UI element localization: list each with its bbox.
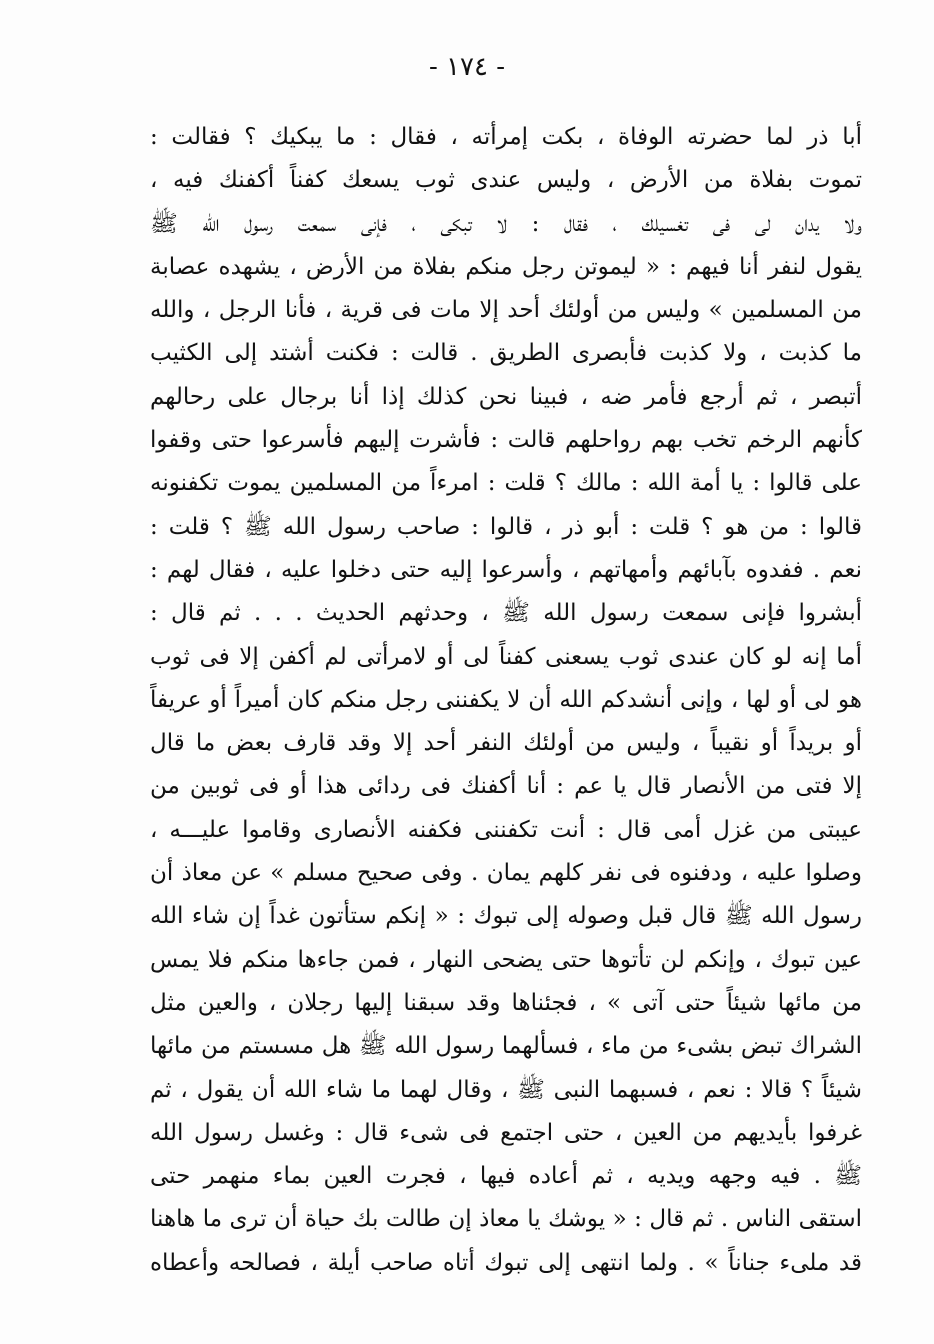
text-line: رسول الله ﷺ قال قبل وصوله إلى تبوك : « إنكم ستأتون غداً إن شاء الله <box>150 903 862 930</box>
text-line: ﷺ . فيه وجهه ويديه ، ثم أعاده فيها ، فجرت العين بماء منهمر حتى <box>150 1163 862 1190</box>
text-line: شيئاً ؟ قالا : نعم ، فسبهما النبى ﷺ ، وقال لهما ما شاء الله أن يقول ، ثم <box>150 1076 862 1103</box>
text-line: أتبصر ، ثم أرجع فأمر ضه ، فبينا نحن كذلك إذا أنا برجال على رحالهم <box>150 383 862 410</box>
text-line: الشراك تبض بشىء من ماء ، فسألهما رسول الله ﷺ هل مسستم من مائها <box>150 1033 862 1060</box>
text-line: استقى الناس . ثم قال : « يوشك يا معاذ إن طالت بك حياة أن ترى ما هاهنا <box>150 1206 862 1233</box>
text-line: ولا يدان لى فى تغسيلك ، فقال : لا تبكى ، فإنى سمعت رسول الله ﷺ <box>150 210 862 237</box>
text-line: نعم . ففدوه بآبائهم وأمهاتهم ، وأسرعوا إليه حتى دخلوا عليه ، فقال لهم : <box>150 556 862 583</box>
text-line: أبا ذر لما حضرته الوفاة ، بكت إمرأته ، فقال : ما يبكيك ؟ فقالت : <box>150 124 862 150</box>
text-line: عين تبوك ، وإنكم لن تأتوها حتى يضحى النهار ، فمن جاءها منكم فلا يمس <box>150 946 862 973</box>
text-line: قالوا : من هو ؟ قلت : أبو ذر ، قالوا : صاحب رسول الله ﷺ ؟ قلت : <box>150 513 862 540</box>
text-line: على قالوا : يا أمة الله : مالك ؟ قلت : امرءاً من المسلمين يموت تكفنونه <box>150 470 862 497</box>
text-line: قد ملىء جناناً » . ولما انتهى إلى تبوك أتاه صاحب أيلة ، فصالحه وأعطاه <box>150 1249 862 1276</box>
text-line: أما إنه لو كان عندى ثوب يسعنى كفناً لى أو لامرأتى لم أكفن إلا فى ثوب <box>150 643 862 670</box>
text-line: من المسلمين » وليس من أولئك أحد إلا مات فى قرية ، فأنا الرجل ، والله <box>150 297 862 324</box>
text-line: أبشروا فإنى سمعت رسول الله ﷺ ، وحدثهم الحديث . . . ثم قال : <box>150 600 862 627</box>
text-line: عيبتى من غزل أمى قال : أنت تكفننى فكفنه الأنصارى وقاموا عليـــه ، <box>150 816 862 843</box>
text-line: إلا فتى من الأنصار قال يا عم : أنا أكفنك فى ردائى هذا أو فى ثوبين من <box>150 773 862 800</box>
page-number: - ١٧٤ - <box>428 52 506 82</box>
text-line: وصلوا عليه ، ودفنوه فى نفر كلهم يمان . وفى صحيح مسلم » عن معاذ أن <box>150 860 862 887</box>
body-text <box>150 116 862 1285</box>
text-line: غرفوا بأيديهم من العين ، حتى اجتمع فى شىء قال : وغسل رسول الله <box>150 1119 862 1146</box>
text-line: ما كذبت ، ولا كذبت فأبصرى الطريق . قالت : فكنت أشتد إلى الكثيب <box>150 340 862 367</box>
text-line: هو لى أو لها ، وإنى أنشدكم الله أن لا يكفننى رجل منكم كان أميراً أو عريفاً <box>150 686 862 713</box>
text-line: كأنهم الرخم تخب بهم رواحلهم قالت : فأشرت إليهم فأسرعوا حتى وقفوا <box>150 427 862 454</box>
text-line: من مائها شيئاً حتى آتى » ، فجئناها وقد سبقنا إليها رجلان ، والعين مثل <box>150 989 862 1016</box>
text-line: أو بريداً أو نقيباً ، وليس من أولئك النفر أحد إلا وقد قارف بعض ما قال <box>150 730 862 757</box>
text-line: تموت بفلاة من الأرض ، وليس عندى ثوب يسعك كفناً أكفنك فيه ، <box>150 167 862 194</box>
text-line: يقول لنفر أنا فيهم : « ليموتن رجل منكم بفلاة من الأرض ، يشهده عصابة <box>150 253 862 280</box>
